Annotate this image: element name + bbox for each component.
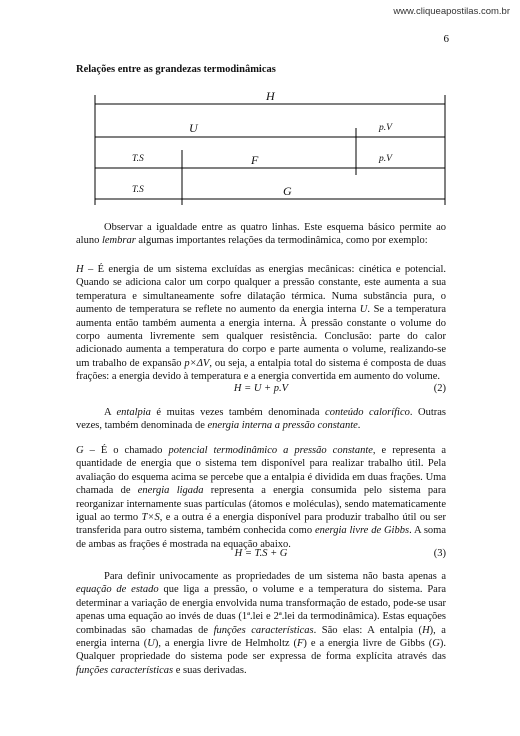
page-number: 6 <box>443 33 449 45</box>
diagram-label-pv-top: p.V <box>379 123 392 133</box>
enthalpy-paragraph: H – É energia de um sistema excluídas as energias mecânicas: cinética e potencial. Quando se adiciona calor um corpo qualquer a pressão constante, este aumenta a sua temperatura e simultaneamente sofre dilatação térmica. Numa substância pura, o aumento de temperatura se reflete no aumento da energia interna U. Se a temperatura aumenta então também aumenta a energia interna. À pressão constante o volume do corpo aumenta livremente sem qualquer resistência. Conclusão: parte do calor adicionado aumenta a temperatura do corpo e parte aumenta o volume, realizando-se um trabalho de expansão p×ΔV, ou seja, a entalpia total do sistema é composta de duas frações: a energia devido à temperatura e a energia convertida em aumento do volume. <box>76 264 446 383</box>
energy-diagram <box>0 0 520 210</box>
gibbs-paragraph: G – É o chamado potencial termodinâmico a pressão constante, e representa a quantidade de energia que o sistema tem disponível para realizar trabalho útil. Pela avaliação do esquema acima se percebe que a entalpia é dividida em duas frações. Uma chamada de energia ligada representa a energia consumida pelo sistema para reorganizar internamente suas partículas (átomos e moléculas), sendo matematicamente igual ao termo T×S, e a outra é a energia disponível para produzir trabalho útil ou ser transferida para outro sistema, também conhecida como energia livre de Gibbs. A soma de ambas as frações é mostrada na equação abaixo. <box>76 445 447 550</box>
diagram-label-g: G <box>283 184 292 198</box>
entalpia-paragraph: A entalpia é muitas vezes também denominada conteúdo calorífico. Outras vezes, também denominada de energia interna a pressão constante. <box>76 407 446 432</box>
diagram-label-ts-bot: T.S <box>132 185 144 195</box>
diagram-label-h: H <box>266 89 275 103</box>
equation-2-number: (2) <box>433 383 446 394</box>
diagram-label-ts-mid: T.S <box>132 154 144 164</box>
section-heading: Relações entre as grandezas termodinâmicas <box>76 64 276 75</box>
intro-paragraph: Observar a igualdade entre as quatro linhas. Este esquema básico permite ao aluno lembrar algumas importantes relações da termodinâmica, como por exemplo: <box>76 222 446 247</box>
diagram-label-u: U <box>189 121 198 135</box>
diagram-label-pv-mid: p.V <box>379 154 392 164</box>
site-url: www.cliqueapostilas.com.br <box>393 6 510 17</box>
diagram-label-f: F <box>251 153 259 167</box>
equation-3-number: (3) <box>433 548 446 559</box>
equation-2-formula: H = U + p.V <box>233 383 289 394</box>
equation-3-formula: H = T.S + G <box>234 548 288 559</box>
final-paragraph: Para definir univocamente as propriedades de um sistema não basta apenas a equação de estado que liga a pressão, o volume e a temperatura do sistema. Para determinar a variação de energia envolvida numa transformação de estado, pode-se usar apenas uma equação ao invés de duas (1ª.lei e 2ª.lei da termodinâmica). Estas equações combinadas são chamadas de funções características. São elas: A entalpia (H), a energia interna (U), a energia livre de Helmholtz (F) e a energia livre de Gibbs (G). Qualquer propriedade do sistema pode ser expressa de forma explícita através das funções características e suas derivadas. <box>76 571 446 676</box>
